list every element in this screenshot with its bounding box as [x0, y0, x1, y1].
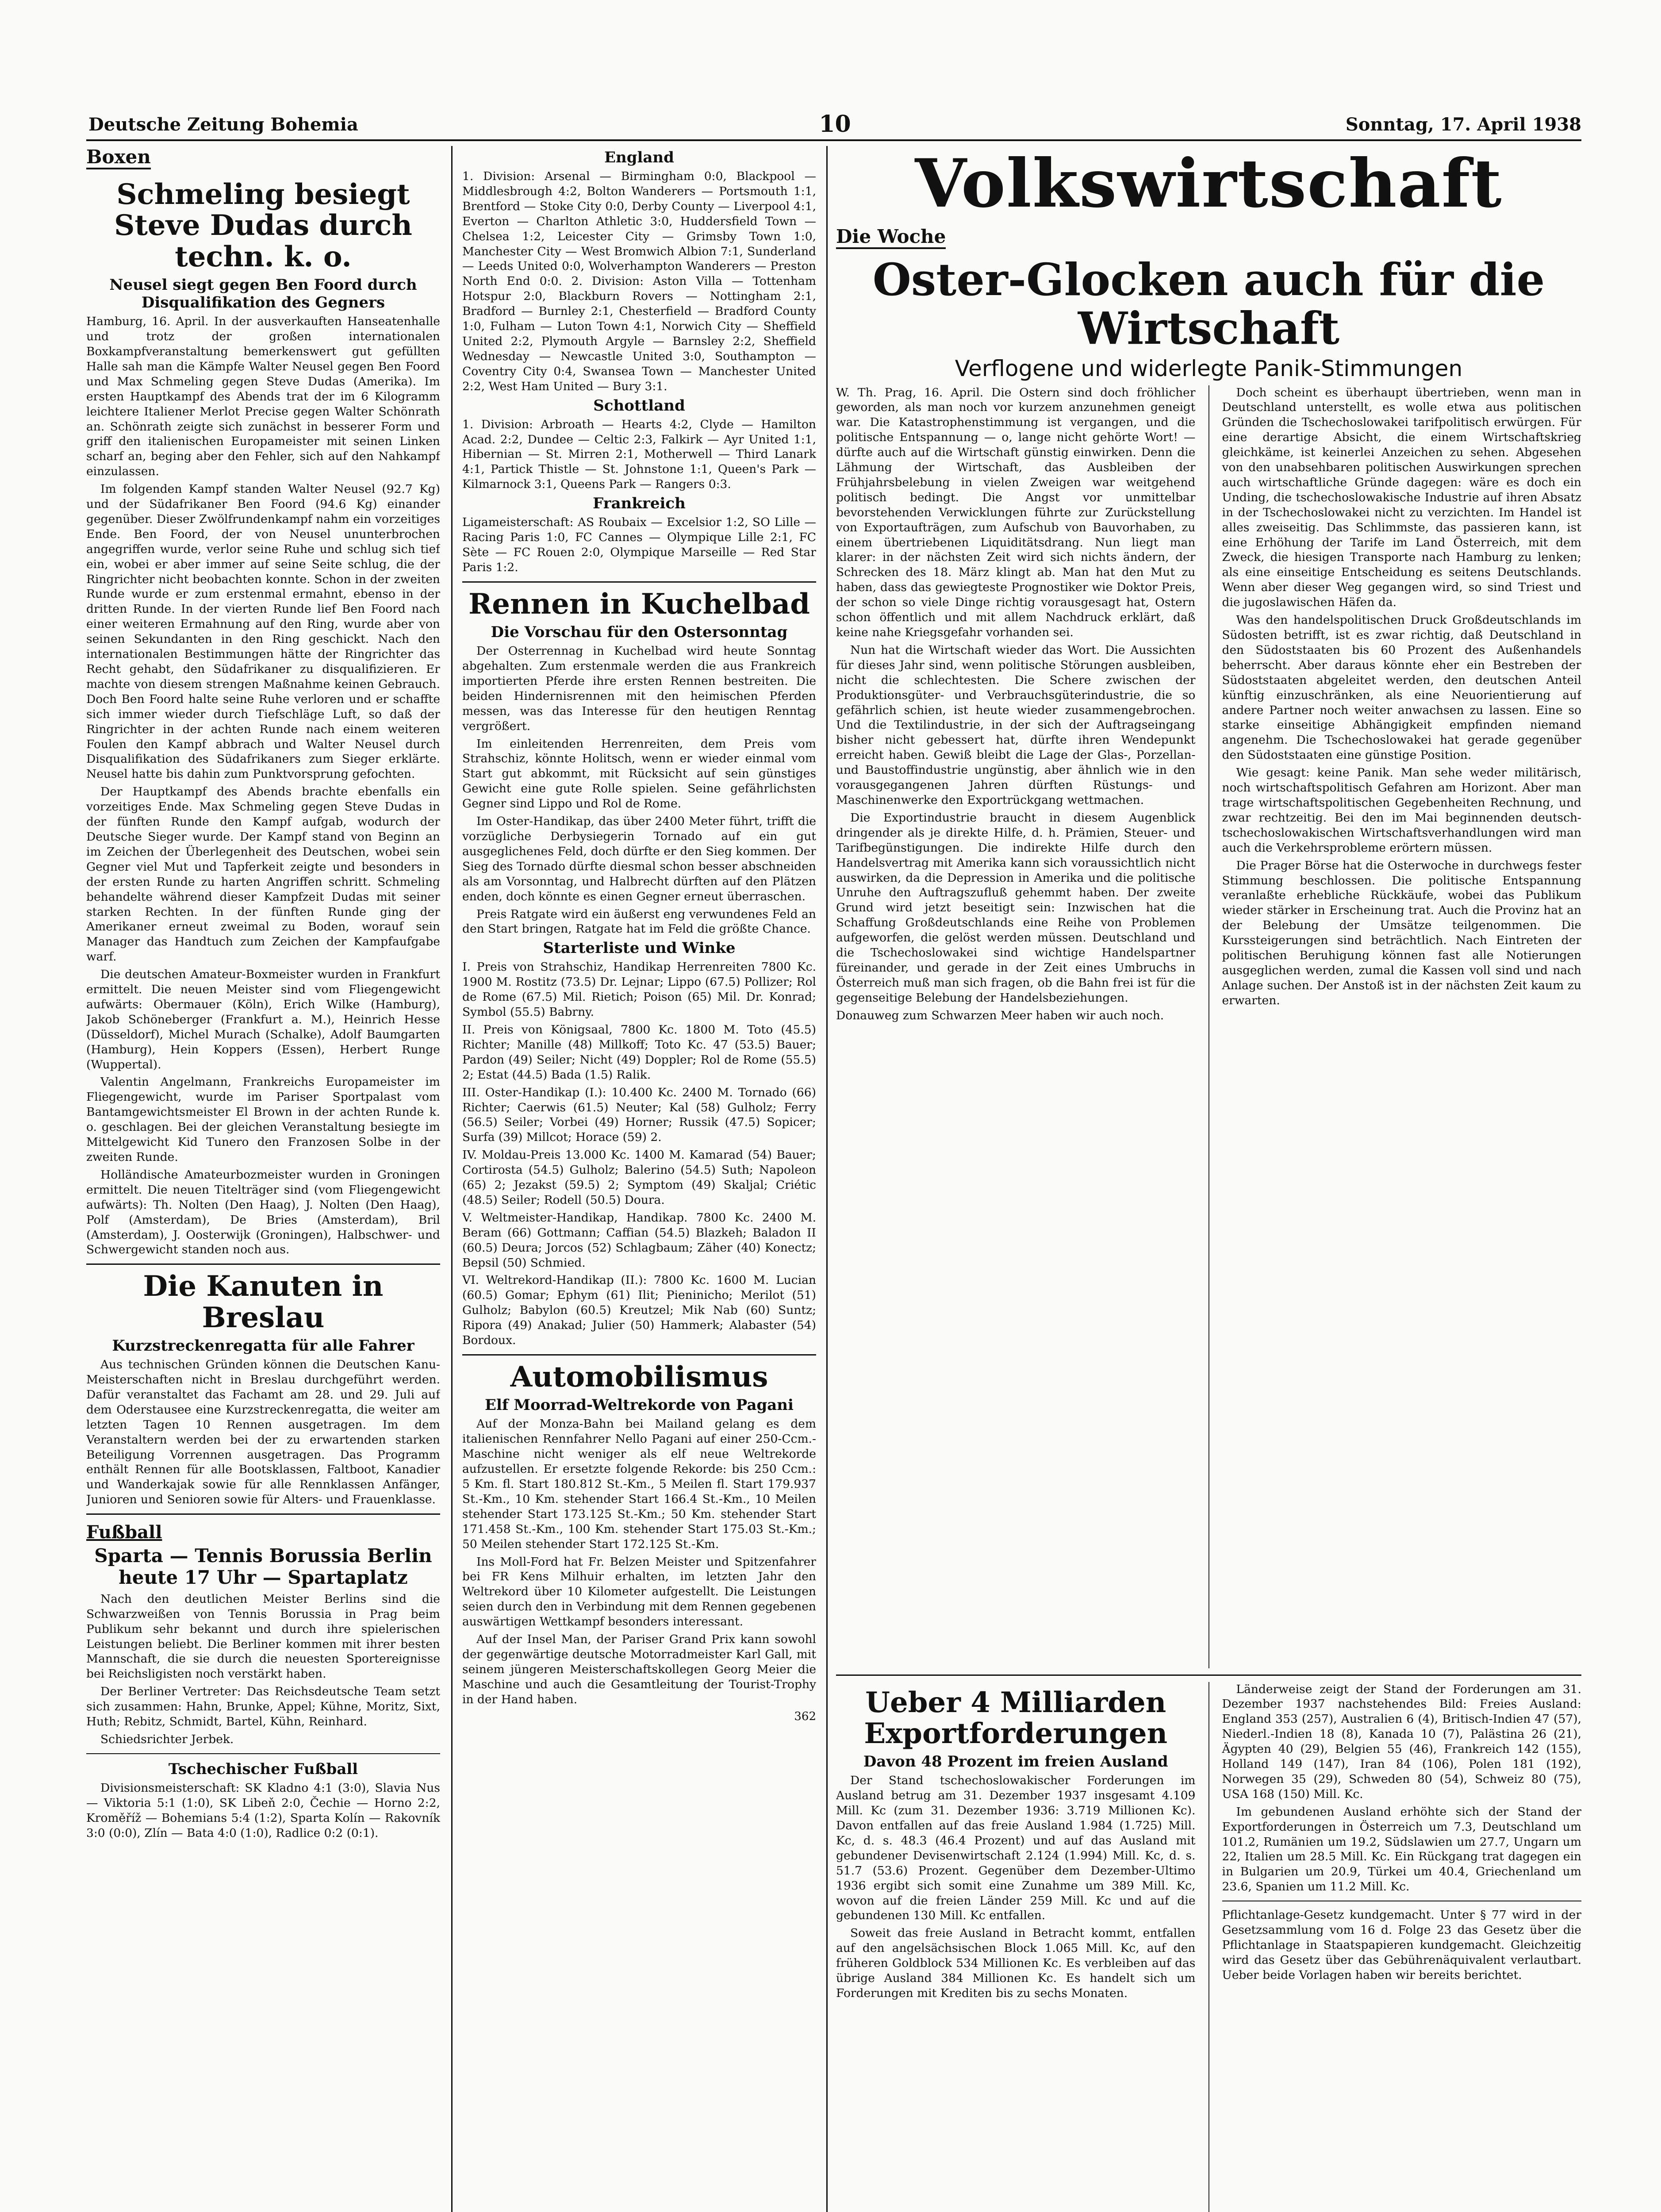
economy-paragraph: Die Prager Börse hat die Osterwoche in durchwegs fester Stimmung beschlossen. Die politische Entspannung veranlaßte erhebliche Rückkäufe, wobei das Publikum wieder stärker in Erscheinung trat. Auch die Provinz hat an der Belebung der Umsätze teilgenommen. Die Kurssteigerungen sind beträchtlich. Nach Eintreten der politischen Beruhigung können fast alle Notierungen ausgeglichen werden, zumal die Kassen voll sind und nach Anlage suchen. Der Anstoß ist in der nächsten Zeit kaum zu erwarten.: [1222, 858, 1581, 1007]
automobile-paragraph: Ins Moll-Ford hat Fr. Belzen Meister und Spitzenfahrer bei FR Kens Milhuir erhalten, im letzten Jahr den Weltrekord über 10 Kilometer aufgestellt. Die Leistungen seien durch den in Verbindung mit dem Rennen gegebenen auswärtigen Wettkampf besonders interessant.: [462, 1555, 816, 1629]
economy-headline: Oster-Glocken auch für die Wirtschaft: [872, 253, 1545, 354]
column-economy: [836, 146, 1581, 2212]
boxing-paragraph: Hamburg, 16. April. In der ausverkauften Hanseatenhalle und trotz der großen internationalen Boxkampfveranstaltung bemerkenswert gut gefüllten Halle sah man die Kämpfe Walter Neusel gegen Ben Foord und Max Schmeling gegen Steve Dudas (Amerika). Im ersten Hauptkampf des Abends trat der im 6 Kilogramm leichtere Italiener Merlot Precise gegen Walter Schönrath an. Schönrath zeigte sich zunächst in besserer Form und griff den italienischen Europameister mit seinen Linken scharf an, beging aber den Fehler, sich auf den Nahkampf einzulassen.: [86, 315, 440, 479]
economy-article-body: [836, 385, 1581, 1668]
racing-headline: Rennen in Kuchelbad: [468, 587, 810, 621]
football-headline: Sparta — Tennis Borussia Berlin heute 17 Uhr — Spartaplatz: [94, 1545, 432, 1588]
scotland-heading: Schottland: [593, 396, 685, 415]
export-paragraph: Länderweise zeigt der Stand der Forderungen am 31. Dezember 1937 nachstehendes Bild: Freies Ausland: England 353 (257), Australien 6 (4), Britisch-Indien 47 (57), Niederl.-Indien 18 (8), Kanada 10 (7), Palästina 26 (21), Ägypten 40 (29), Belgien 55 (46), Frankreich 142 (155), Holland 149 (147), Iran 84 (106), Polen 181 (192), Norwegen 35 (29), Schweden 80 (54), Schweiz 80 (75), USA 168 (150) Mill. Kc.: [1222, 1682, 1581, 1801]
export-paragraph: Der Stand tschechoslowakischer Forderungen im Ausland betrug am 31. Dezember 1937 insgesamt 4.109 Mill. Kc (zum 31. Dezember 1936: 3.719 Millionen Kc). Davon entfallen auf das freie Ausland 1.984 (1.725) Mill. Kc, d. s. 48.3 (46.4 Prozent) und auf das Ausland mit gebundener Devisenwirtschaft 2.124 (1.994) Mill. Kc, d. s. 51.7 (53.6) Prozent. Gegenüber dem Dezember-Ultimo 1936 ergibt sich somit eine Zunahme um 389 Mill. Kc, wovon auf die freien Länder 259 Mill. Kc und auf die gebundenen 130 Mill. Kc entfallen.: [836, 1774, 1196, 1923]
football-paragraph: Nach den deutlichen Meister Berlins sind die Schwarzweißen von Tennis Borussia in Prag beim Publikum sehr bekannt und durch ihre spielerischen Leistungen beliebt. Die Berliner kommen mit ihrer besten Mannschaft, die sie durch die neuesten Sportereignisse bei Reichsligisten noch verstärkt haben.: [86, 1592, 440, 1681]
page-number: 10: [819, 111, 851, 138]
economy-paragraph: Was den handelspolitischen Druck Großdeutschlands im Südosten betrifft, ist es zwar richtig, daß Deutschland in den Südoststaaten bis 60 Prozent des Außenhandels beherrscht. Aber daraus könnte eher ein Bestreben der Südoststaaten abgeleitet werden, den deutschen Anteil künftig einzuschränken, als eine Neuorientierung auf andere Partner noch weiter anwachsen zu lassen. Eine so starke einseitige Abhängigkeit empfinden niemand angenehm. Die Tschechoslowakei hat gerade gegenüber den Südoststaaten eine günstige Position.: [1222, 613, 1581, 762]
masthead-rule: [86, 139, 1581, 141]
boxing-paragraph: Valentin Angelmann, Frankreichs Europameister im Fliegengewicht, wurde im Pariser Sportpalast vom Bantamgewichtsmeister El Brown in der achten Runde k. o. geschlagen. Bei der gleichen Veranstaltung besiegte im Mittelgewicht Kid Tunero den Franzosen Solbe in der zweiten Runde.: [86, 1075, 440, 1164]
section-boxing-label: Boxen: [86, 146, 151, 169]
starters-paragraph: V. Weltmeister-Handikap, Handikap. 7800 Kc. 2400 M. Beram (66) Gottmann; Caffian (54.5) Blazkeh; Baladon II (60.5) Deura; Jorcos (52) Schlagbaum; Zäher (40) Konectz; Bepsil (50) Schmied.: [462, 1210, 816, 1270]
column-sports-2: [462, 146, 816, 2212]
kanu-subheadline: Kurzstreckenregatta für alle Fahrer: [112, 1337, 414, 1355]
divider: [462, 581, 816, 583]
divider: [836, 1674, 1581, 1676]
scotland-results: 1. Division: Arbroath — Hearts 4:2, Clyde — Hamilton Acad. 2:2, Dundee — Celtic 2:3, Falkirk — Ayr United 1:1, Hibernian — St. Mirren 2:1, Motherwell — Third Lanark 4:1, Partick Thistle — St. Johnstone 1:1, Queen's Park — Kilmarnock 3:1, Queens Park — Rangers 0:3.: [462, 417, 816, 492]
racing-paragraph: Preis Ratgate wird ein äußerst eng verwundenes Feld an den Start bringen, Ratgate hat im Feld die größte Chance.: [462, 907, 816, 936]
economy-paragraph: Die Exportindustrie braucht in diesem Augenblick dringender als je direkte Hilfe, d. h. Prämien, Steuer- und Tarifbegünstigungen. Die indirekte Hilfe durch den Handelsvertrag mit Amerika kann sich voraussichtlich nicht auswirken, da die Depression in Amerika und die politische Unruhe den Auftragszufluß gehemmt haben. Der zweite Grund wird jetzt beseitigt sein: Inzwischen hat die Schaffung Großdeutschlands eine Reihe von Problemen aufgeworfen, die gelöst werden müssen. Deutschland und die Tschechoslowakei sind wichtige Handelspartner füreinander, und gerade in der Zeit eines Umbruchs in Österreich muß man sich fragen, ob die Bahn frei ist für die gegenseitige Belebung der Handelsbeziehungen.: [836, 810, 1196, 1005]
racing-paragraph: Im einleitenden Herrenreiten, dem Preis vom Strahschiz, könnte Holitsch, wenn er wieder einmal vom Start gut abkommt, mit Rücksicht auf sein günstiges Gewicht eine gute Rolle spielen. Seine gefährlichsten Gegner sind Lippo und Rol de Rome.: [462, 737, 816, 811]
automobile-headline: Automobilismus: [510, 1360, 768, 1394]
boxing-paragraph: Holländische Amateurbozmeister wurden in Groningen ermittelt. Die neuen Titelträger sind (vom Fliegengewicht aufwärts): Th. Nolten (Den Haag), J. Nolten (Den Haag), Polf (Amsterdam), De Bries (Amsterdam), Bril (Amsterdam), J. Oosterwijk (Groningen), Halbschwer- und Schwergewicht standen noch aus.: [86, 1167, 440, 1257]
economy-subheadline: Verflogene und widerlegte Panik-Stimmungen: [955, 356, 1463, 381]
starters-paragraph: III. Oster-Handikap (I.): 10.400 Kc. 2400 M. Tornado (66) Richter; Caerwis (61.5) Neuter; Kal (58) Gulholz; Ferry (56.5) Seiler; Vorbei (49) Horner; Russik (47.5) Sopicer; Surfa (39) Millcot; Horace (59) 2.: [462, 1085, 816, 1144]
economy-paragraph: Donauweg zum Schwarzen Meer haben wir auch noch.: [836, 1008, 1164, 1022]
starters-paragraph: II. Preis von Königsaal, 7800 Kc. 1800 M. Toto (45.5) Richter; Manille (48) Millkoff; Toto Kc. 47 (53.5) Bauer; Pardon (49) Seiler; Nicht (49) Doppler; Rol de Rome (55.5) 2; Estat (44.5) Bada (1.5) Ralik.: [462, 1022, 816, 1082]
england-heading: England: [604, 149, 674, 166]
starters-paragraph: I. Preis von Strahschiz, Handikap Herrenreiten 7800 Kc. 1900 M. Rostitz (73.5) Dr. Lejnar; Lippo (67.5) Pollizer; Rol de Rome (67.5) Mil. Rietich; Poison (65) Mil. Dr. Konrad; Symbol (55.5) Babrny.: [462, 960, 816, 1019]
racing-subheadline: Die Vorschau für den Ostersonntag: [491, 623, 788, 641]
week-kicker: Die Woche: [836, 226, 946, 249]
export-paragraph: Im gebundenen Ausland erhöhte sich der Stand der Exportforderungen in Österreich um 7.3, Deutschland um 101.2, Rumänien um 19.2, Südslawien um 27.7, Ungarn um 22, Italien um 28.5 Mill. Kc. Ein Rückgang trat dagegen ein in Bulgarien um 20.9, Türkei um 40.4, Griechenland um 23.6, Spanien um 11.2 Mill. Kc.: [1222, 1805, 1581, 1894]
czech-football-heading: Tschechischer Fußball: [168, 1760, 358, 1778]
boxing-paragraph: Im folgenden Kampf standen Walter Neusel (92.7 Kg) und der Südafrikaner Ben Foord (94.6 Kg) einander gegenüber. Dieser Zwölfrundenkampf nahm ein vorzeitiges Ende. Ben Foord, der von Neusel ununterbrochen angegriffen wurde, verlor seine Ruhe und schlug sich tief ein, wobei er aber immer auf seine Seite schlug, die der Ringrichter nicht beobachten konnte. Schon in der zweiten Runde wurde er zum erstenmal ermahnt, ebenso in der dritten Runde. In der vierten Runde lief Ben Foord nach einer weiteren Ermahnung auf den Ring, wurde aber von seinen Sekundanten in den Ring geschickt. Nach den internationalen Bestimmungen hätte der Ringrichter das Recht gehabt, den Südafrikaner zu disqualifizieren. Er machte von diesem strengen Maßnahme keinen Gebrauch. Doch Ben Foord halte seine Ruhe verloren und er schaffte sich immer wieder durch Tiefschläge Luft, so daß der Ringrichter in der achten Runde nach einem weiteren Foulen den Kampf abbrach und Walter Neusel durch Disqualifikation des Südafrikaners zum Sieger erklärte. Neusel hatte bis dahin zum Punktvorsprung gefochten.: [86, 482, 440, 781]
boxing-headline: Schmeling besiegt Steve Dudas durch techn. k. o.: [114, 178, 412, 273]
starters-paragraph: VI. Weltrekord-Handikap (II.): 7800 Kc. 1600 M. Lucian (60.5) Gomar; Ephym (61) Ilit; Pieninicho; Merilot (51) Gulholz; Babylon (60.5) Kreutzel; Mik Nab (60) Suntz; Ripora (49) Anakad; Julier (50) Hammerk; Alabaster (54) Bordoux.: [462, 1273, 816, 1348]
section-economy-title: Volkswirtschaft: [915, 146, 1503, 223]
kanu-paragraph: Aus technischen Gründen können die Deutschen Kanu-Meisterschaften nicht in Breslau durchgeführt werden. Dafür veranstaltet das Fachamt am 28. und 29. Juli auf dem Oderstausee eine Kurzstreckenregatta, die weiter am letzten Tagen 10 Rennen ausgetragen. Im dem Veranstaltern werden bei der zu erwartenden starken Beteiligung Vorrennen ausgetragen. Das Programm enthält Rennen für alle Bootsklassen, Faltboot, Kanadier und Wanderkajak sowie für alle Rennklassen Anfänger, Junioren und Senioren sowie für Alters- und Frauenklasse.: [86, 1358, 440, 1507]
section-football-label: Fußball: [86, 1522, 162, 1543]
masthead: [88, 111, 1581, 137]
automobile-subheadline: Elf Moorrad-Weltrekorde von Pagani: [485, 1396, 794, 1414]
notice-paragraph: Pflichtanlage-Gesetz kundgemacht. Unter § 77 wird in der Gesetzsammlung vom 16 d. Folge 23 das Gesetz über die Pflichtanlage in Staatspapieren kundgemacht. Gleichzeitig wird das Gesetz über das Gebührenäquivalent verlautbart. Ueber beide Vorlagen haben wir bereits berichtet.: [1222, 1908, 1581, 1982]
france-results: Ligameisterschaft: AS Roubaix — Excelsior 1:2, SO Lille — Racing Paris 1:0, FC Cannes — Olympique Lille 2:1, FC Sète — FC Rouen 2:0, Olympique Marseille — Red Star Paris 1:2.: [462, 515, 816, 574]
economy-paragraph: Wie gesagt: keine Panik. Man sehe weder militärisch, noch wirtschaftspolitisch Gefahren am Horizont. Aber man trage wirtschaftspolitischen Gegebenheiten Rechnung, und zwar rechtzeitig. Bei den im Mai beginnenden deutsch-tschechoslowakischen Wirtschaftsverhandlungen wird man auch die Verkehrsprobleme erörtern müssen.: [1222, 766, 1581, 855]
economy-paragraph: W. Th. Prag, 16. April. Die Ostern sind doch fröhlicher geworden, als man noch vor kurzem anzunehmen geneigt war. Die Katastrophenstimmung ist vergangen, und die politische Entspannung — o, lange nicht gehörte Wort! — dürfte auch auf die Wirtschaft günstig einwirken. Denn die Lähmung der Wirtschaft, das Ausbleiben der Frühjahrsbelebung in vielen Zweigen war weitgehend politisch bedingt. Die Angst vor unmittelbar bevorstehenden Verwicklungen führte zur Zurückstellung von Exportaufträgen, zum Aufschub von Bauvorhaben, zu einem übertriebenen Liquiditätsdrang. Nun liegt man klarer: in der nächsten Zeit wird sich nichts ändern, der Schrecken des 18. März klingt ab. Man hat den Mut zu haben, dass das gewiegteste Prognostiker wie Doktor Preis, der schon so viele Dinge richtig vorausgesagt hat, Ostern schon öffentlich und mit allem Nachdruck erklärt, daß keine nahe Kriegsgefahr vorhanden sei.: [836, 385, 1196, 639]
column-rule-1: [451, 146, 453, 2212]
divider: [86, 1263, 440, 1265]
racing-paragraph: Der Osterrennag in Kuchelbad wird heute Sonntag abgehalten. Zum erstenmale werden die aus Frankreich importierten Pferde ihre ersten Rennen bestreiten. Die beiden Hindernisrennen mit den heimischen Pferden messen, was das Interesse für den heutigen Renntag vergrößert.: [462, 644, 816, 733]
starters-paragraph: IV. Moldau-Preis 13.000 Kc. 1400 M. Kamarad (54) Bauer; Cortirosta (54.5) Gulholz; Balerino (54.5) Suth; Napoleon (65) 2; Jezakst (59.5) 2; Symptom (49) Skaljal; Criétic (48.5) Seiler; Rodell (50.5) Doura.: [462, 1148, 816, 1207]
export-subheadline: Davon 48 Prozent im freien Ausland: [863, 1753, 1168, 1771]
kanu-headline: Die Kanuten in Breslau: [143, 1270, 384, 1334]
starters-heading: Starterliste und Winke: [543, 939, 736, 957]
football-paragraph: Der Berliner Vertreter: Das Reichsdeutsche Team setzt sich zusammen: Hahn, Brunke, Appel; Kühne, Moritz, Sixt, Huth; Rebitz, Schmidt, Bartel, Kühn, Reinhard.: [86, 1685, 440, 1729]
issue-date: Sonntag, 17. April 1938: [1345, 114, 1581, 135]
czech-football-paragraph: Divisionsmeisterschaft: SK Kladno 4:1 (3:0), Slavia Nus — Viktoria 5:1 (1:0), SK Libeň 2:0, Čechie — Horno 2:2, Kroměříž — Bohemians 5:4 (1:2), Sparta Kolín — Rakovník 3:0 (0:0), Zlín — Bata 4:0 (1:0), Radlice 0:2 (0:1).: [86, 1781, 440, 1840]
france-heading: Frankreich: [593, 495, 686, 513]
racing-paragraph: Im Oster-Handikap, das über 2400 Meter führt, trifft die vorzügliche Derbysiegerin Tornado auf ein gut ausgeglichenes Feld, doch dürfte er den Sieg kommen. Der Sieg des Tornado dürfte diesmal schon besser abschneiden als am Vorsonntag, und Halbrecht dürften auf den Plätzen enden, doch könnte es einen Gegner erneut überraschen.: [462, 814, 816, 903]
column-rule-2: [826, 146, 828, 2212]
export-article: [836, 1682, 1581, 2212]
boxing-paragraph: Der Hauptkampf des Abends brachte ebenfalls ein vorzeitiges Ende. Max Schmeling gegen Steve Dudas in der fünften Runde den Kampf aufgab, wodurch der Deutsche Sieger wurde. Der Kampf stand von Beginn an im Zeichen der Überlegenheit des Deutschen, wobei sein Gegner viel Mut und Tapferkeit zeigte und besonders in der ersten Runde zu harten Angriffen schritt. Schmeling behandelte während dieser Kampfzeit Dudas mit seiner starken Rechten. In der fünften Runde ging der Amerikaner erneut zweimal zu Boden, worauf sein Manager das Handtuch zum Zeichen der Kampfaufgabe warf.: [86, 785, 440, 964]
economy-paragraph: Nun hat die Wirtschaft wieder das Wort. Die Aussichten für dieses Jahr sind, wenn politische Störungen ausbleiben, nicht die schlechtesten. Die Schere zwischen der Produktionsgüter- und Verbrauchsgüterindustrie, die so gefährlich schien, ist heute wieder zusammengebrochen. Und die Textilindustrie, in der sich der Auftragseingang bisher nicht gebessert hat, dürfte ihren Wendepunkt erreicht haben. Gewiß bleibt die Lage der Glas-, Porzellan- und Baustoffindustrie ungünstig, aber ähnlich wie in den vorausgegangenen Jahren dürften Rüstungs- und Maschinenwerke den Exportrückgang wettmachen.: [836, 643, 1196, 807]
paper-name: Deutsche Zeitung Bohemia: [88, 114, 358, 135]
economy-paragraph: Doch scheint es überhaupt übertrieben, wenn man in Deutschland unterstellt, es wolle etwa aus politischen Gründen die Tschechoslowakei tarifpolitisch erwürgen. Für eine derartige Absicht, die einem Wirtschaftskrieg gleichkäme, ist keinerlei Anzeichen zu sehen. Abgesehen von den unabsehbaren politischen Auswirkungen sprechen auch wirtschaftliche Gründe dagegen: wäre es doch ein Unding, die tschechoslowakische Industrie auf ihren Absatz in der Tschechoslowakei nicht zu verzichten. Im Handel ist alles zweiseitig. Das Schlimmste, das passieren kann, ist eine Erhöhung der Tarife im Land Österreich, mit dem Zweck, die hiesigen Transporte nach Hamburg zu lenken; als eine einseitige Entscheidung es seitens Deutschlands. Wenn aber dieser Weg gegangen wird, so sind Triest und die jugoslawischen Häfen da.: [1222, 385, 1581, 610]
football-paragraph: Schiedsrichter Jerbek.: [100, 1732, 234, 1746]
automobile-paragraph: Auf der Insel Man, der Pariser Grand Prix kann sowohl der gegenwärtige deutsche Motorradmeister Karl Gall, mit seinem jüngeren Meisterschaftskollegen Georg Meier die Maschine und auch die Gesamtleitung der Tourist-Trophy in der Hand haben.: [462, 1632, 816, 1706]
divider: [86, 1753, 440, 1754]
boxing-subheadline: Neusel siegt gegen Ben Foord durch Disqualifikation des Gegners: [109, 276, 417, 312]
divider: [462, 1354, 816, 1356]
boxing-paragraph: Die deutschen Amateur-Boxmeister wurden in Frankfurt ermittelt. Die neuen Meister sind vom Fliegengewicht aufwärts: Obermauer (Köln), Erich Wilke (Hamburg), Jakob Schöneberger (Frankfurt a. M.), Heinrich Hesse (Düsseldorf), Michel Murach (Schalke), Adolf Baumgarten (Hamburg), Hein Koppers (Essen), Herbert Runge (Wuppertal).: [86, 968, 440, 1071]
column-sports-1: [86, 146, 440, 2212]
automobile-paragraph: Auf der Monza-Bahn bei Mailand gelang es dem italienischen Rennfahrer Nello Pagani auf einer 250-Ccm.-Maschine nicht weniger als elf neue Weltrekorde aufzustellen. Er ersetzte folgende Rekorde: bis 250 Ccm.: 5 Km. fl. Start 180.812 St.-Km., 5 Meilen fl. Start 179.937 St.-Km., 10 Km. stehender Start 166.4 St.-Km., 10 Meilen stehender Start 173.125 St.-Km.; 50 Km. stehender Start 171.458 St.-Km., 100 Km. stehender Start 175.03 St.-Km.; 50 Meilen stehender Start 172.125 St.-Km.: [462, 1417, 816, 1551]
england-results: 1. Division: Arsenal — Birmingham 0:0, Blackpool — Middlesbrough 4:2, Bolton Wanderers — Portsmouth 1:1, Brentford — Stoke City 0:0, Derby County — Liverpool 4:1, Everton — Charlton Athletic 3:0, Huddersfield Town — Chelsea 1:2, Leicester City — Grimsby Town 1:0, Manchester City — West Bromwich Albion 7:1, Sunderland — Leeds United 0:0, Wolverhampton Wanderers — Preston North End 0:0. 2. Division: Aston Villa — Tottenham Hotspur 2:0, Blackburn Rovers — Nottingham 2:1, Bradford — Burnley 2:1, Chesterfield — Bradford County 1:0, Fulham — Luton Town 4:1, Norwich City — Sheffield United 2:2, Plymouth Argyle — Barnsley 2:2, Sheffield Wednesday — Newcastle United 3:0, Southampton — Coventry City 0:4, Swansea Town — Manchester United 2:2, West Ham United — Bury 3:1.: [462, 169, 816, 393]
divider: [86, 1513, 440, 1515]
export-paragraph: Soweit das freie Ausland in Betracht kommt, entfallen auf den angelsächsischen Block 1.065 Mill. Kc, auf den früheren Goldblock 534 Millionen Kc. Es verbleiben auf das übrige Ausland 384 Millionen Kc. Es handelt sich um Forderungen mit Krediten bis zu sechs Monaten.: [836, 1926, 1196, 2000]
print-code: 362: [794, 1709, 816, 1723]
export-headline: Ueber 4 Milliarden Exportforderungen: [864, 1686, 1168, 1750]
